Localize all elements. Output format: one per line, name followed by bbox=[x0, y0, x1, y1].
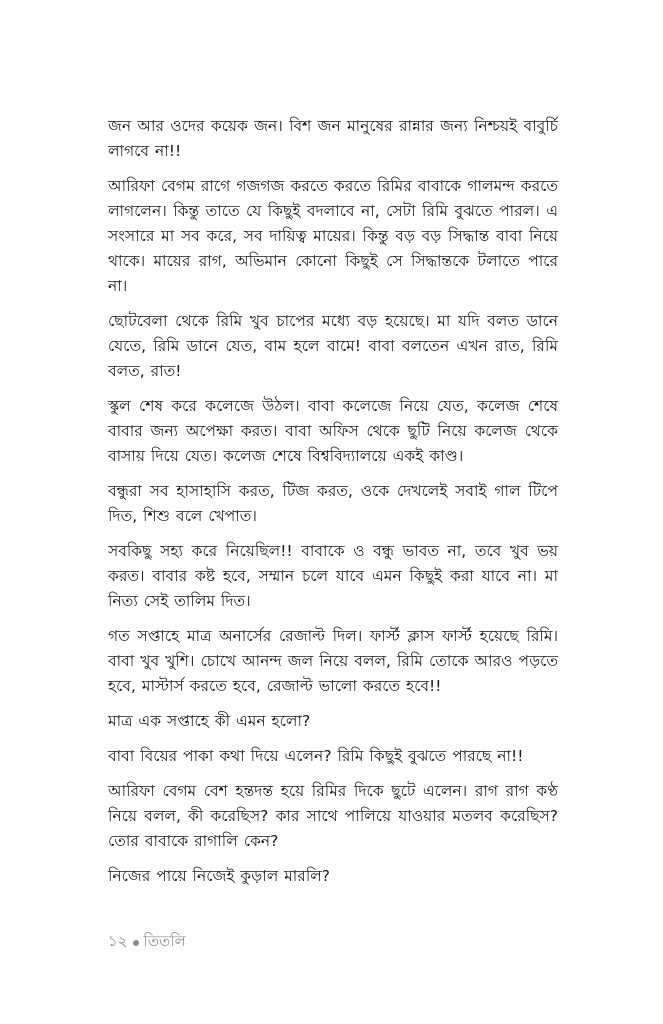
paragraph: স্কুল শেষ করে কলেজে উঠল। বাবা কলেজে নিয়ে যেত, কলেজ শেষে বাবার জন্য অপেক্ষা করত। বাবা অফিস থেকে ছুটি নিয়ে কলেজ থেকে বাসায় দিয়ে যেত। কলেজ শেষে বিশ্ববিদ্যালয়ে একই কাণ্ড। bbox=[108, 397, 558, 465]
paragraph: আরিফা বেগম বেশ হন্তদন্ত হয়ে রিমির দিকে ছুটে এলেন। রাগ রাগ কণ্ঠ নিয়ে বলল, কী করেছিস? কার সাথে পালিয়ে যাওয়ার মতলব করেছিস? তোর বাবাকে রাগালি কেন? bbox=[108, 782, 558, 850]
book-title: তিতলি bbox=[143, 932, 186, 950]
page-footer bbox=[108, 930, 186, 955]
paragraph: গত সপ্তাহে মাত্র অনার্সের রেজাল্ট দিল। ফার্স্ট ক্লাস ফার্স্ট হয়েছে রিমি। বাবা খুব খুশি। চোখে আনন্দ জল নিয়ে বলল, রিমি তোকে আরও পড়তে হবে, মাস্টার্স করতে হবে, রেজাল্ট ভালো করতে হবে!! bbox=[108, 627, 558, 695]
paragraph: ছোটবেলা থেকে রিমি খুব চাপের মধ্যে বড় হয়েছে। মা যদি বলত ডানে যেতে, রিমি ডানে যেত, বাম হলে বামে! বাবা বলতেন এখন রাত, রিমি বলত, রাত! bbox=[108, 312, 558, 380]
paragraph: বন্ধুরা সব হাসাহাসি করত, টিজ করত, ওকে দেখলেই সবাই গাল টিপে দিত, শিশু বলে খেপাত। bbox=[108, 482, 558, 525]
paragraph: বাবা বিয়ের পাকা কথা দিয়ে এলেন? রিমি কিছুই বুঝতে পারছে না!! bbox=[108, 747, 524, 765]
paragraph: নিজের পায়ে নিজেই কুড়াল মারলি? bbox=[108, 867, 331, 885]
page-body bbox=[108, 114, 558, 899]
bullet-dot-icon bbox=[133, 940, 139, 946]
paragraph: মাত্র এক সপ্তাহে কী এমন হলো? bbox=[108, 712, 311, 730]
paragraph: সবকিছু সহ্য করে নিয়েছিল!! বাবাকে ও বন্ধু ভাবত না, তবে খুব ভয় করত। বাবার কষ্ট হবে, সম্মান চলে যাবে এমন কিছুই করা যাবে না। মা নিত্য সেই তালিম দিত। bbox=[108, 542, 558, 610]
paragraph: জন আর ওদের কয়েক জন। বিশ জন মানুষের রান্নার জন্য নিশ্চয়ই বাবুর্চি লাগবে না!! bbox=[108, 117, 558, 160]
paragraph: আরিফা বেগম রাগে গজগজ করতে করতে রিমির বাবাকে গালমন্দ করতে লাগলেন। কিন্তু তাতে যে কিছুই বদলাবে না, সেটা রিমি বুঝতে পারল। এ সংসারে মা সব করে, সব দায়িত্ব মায়ের। কিন্তু বড় বড় সিদ্ধান্ত বাবা নিয়ে থাকে। মায়ের রাগ, অভিমান কোনো কিছুই সে সিদ্ধান্তকে টলাতে পারে না। bbox=[108, 177, 558, 295]
page-number: ১২ bbox=[108, 932, 128, 950]
